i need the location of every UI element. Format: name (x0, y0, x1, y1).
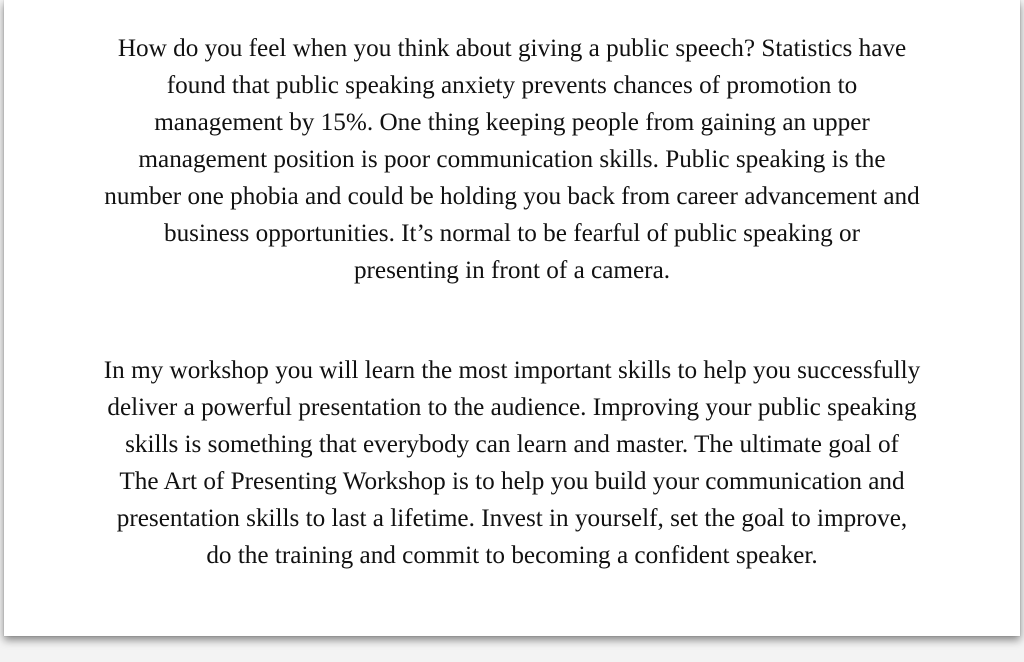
paragraph-public-speaking-anxiety (12, 30, 1012, 289)
text-line: In my workshop you will learn the most important skills to help you successfully (103, 357, 921, 384)
text-line: number one phobia and could be holding you back from career advancement and (104, 183, 920, 210)
paragraph-workshop-description (12, 352, 1012, 574)
text-line: presenting in front of a camera. (353, 257, 671, 284)
text-line: The Art of Presenting Workshop is to help you build your communication and (119, 468, 905, 495)
text-line: management position is poor communication skills. Public speaking is the (138, 146, 886, 173)
text-line: do the training and commit to becoming a confident speaker. (206, 542, 818, 569)
text-line: business opportunities. It’s normal to be fearful of public speaking or (163, 220, 860, 247)
text-line: skills is something that everybody can learn and master. The ultimate goal of (125, 431, 899, 458)
text-card (4, 0, 1020, 636)
text-line: found that public speaking anxiety prevents chances of promotion to (166, 72, 858, 99)
text-line: How do you feel when you think about giving a public speech? Statistics have (117, 35, 907, 62)
text-line: management by 15%. One thing keeping people from gaining an upper (154, 109, 870, 136)
text-line: presentation skills to last a lifetime. Invest in yourself, set the goal to improve, (116, 505, 908, 532)
text-line: deliver a powerful presentation to the audience. Improving your public speaking (107, 394, 917, 421)
